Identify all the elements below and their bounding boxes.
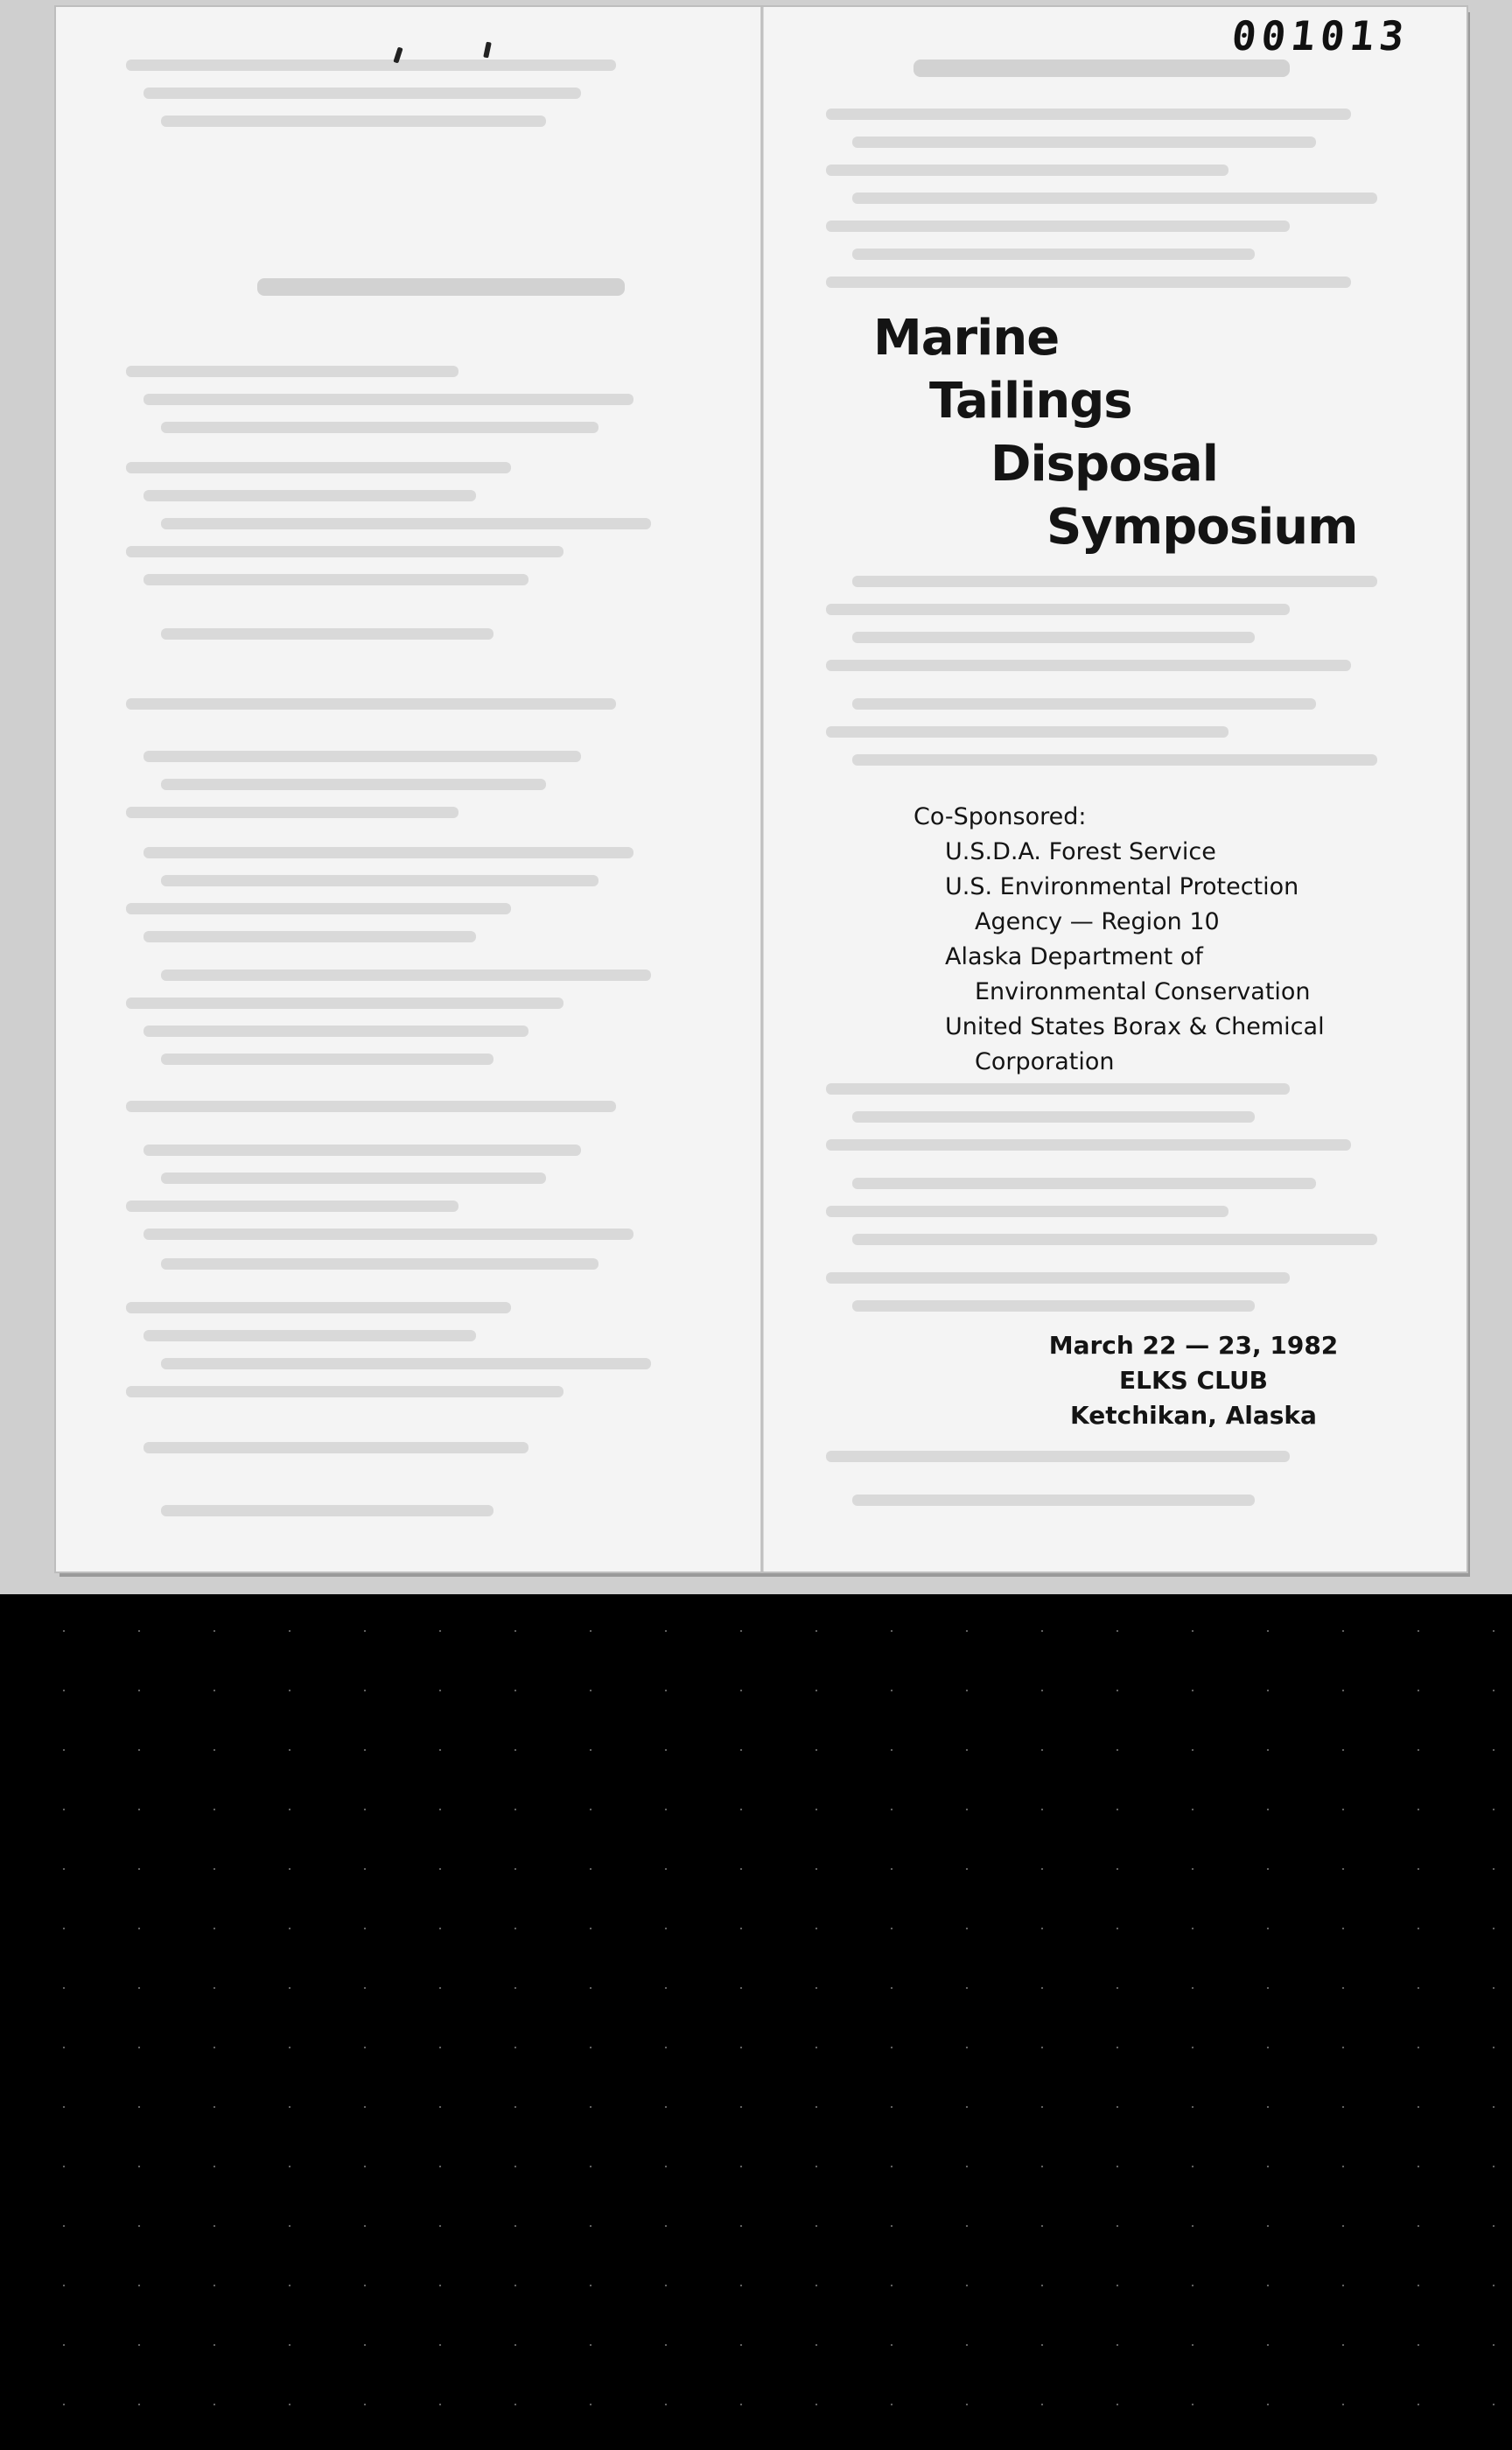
event-details <box>984 1328 1404 1433</box>
bleed-through-line <box>852 136 1316 148</box>
bleed-through-line <box>914 60 1290 77</box>
scanner-noise <box>0 1594 1512 2450</box>
bleed-through-line <box>144 1228 634 1240</box>
bleed-through-line <box>161 1172 546 1184</box>
bleed-through-line <box>161 518 651 529</box>
bleed-through-line <box>126 1386 564 1397</box>
title-line-3: Disposal <box>990 436 1218 493</box>
bleed-through-line <box>161 779 546 790</box>
event-dates: March 22 — 23, 1982 <box>1048 1331 1339 1360</box>
bleed-through-line <box>826 1139 1351 1151</box>
sponsor-line: Environmental Conservation <box>975 978 1311 1005</box>
bleed-through-line <box>852 1494 1255 1506</box>
bleed-through-line <box>144 1144 581 1156</box>
bleed-through-line <box>852 192 1377 204</box>
sponsor-line: Alaska Department of <box>945 943 1203 970</box>
bleed-through-line <box>852 1178 1316 1189</box>
bleed-through-line <box>144 1026 528 1037</box>
bleed-through-line <box>144 1442 528 1453</box>
bleed-through-line <box>826 604 1290 615</box>
bleed-through-line <box>126 60 616 71</box>
bleed-through-line <box>852 754 1377 766</box>
bleed-through-line <box>826 726 1228 738</box>
bleed-through-line <box>161 1358 651 1369</box>
bleed-through-line <box>852 1111 1255 1123</box>
bleed-through-line <box>144 490 476 501</box>
bleed-through-line <box>826 1206 1228 1217</box>
sponsor-line: Agency — Region 10 <box>975 908 1220 935</box>
bleed-through-line <box>161 1054 494 1065</box>
bleed-through-line <box>144 751 581 762</box>
bleed-through-line <box>826 220 1290 232</box>
bleed-through-line <box>144 1330 476 1341</box>
bleed-through-line <box>852 632 1255 643</box>
bleed-through-line <box>826 1451 1290 1462</box>
bleed-through-line <box>826 660 1351 671</box>
bleed-through-line <box>126 546 564 557</box>
bleed-through-line <box>144 394 634 405</box>
sponsor-heading: Co-Sponsored: <box>914 803 1087 830</box>
bleed-through-line <box>126 1302 511 1313</box>
event-location: Ketchikan, Alaska <box>1070 1401 1317 1430</box>
bleed-through-line <box>826 1272 1290 1284</box>
bleed-through-line <box>161 1258 598 1270</box>
pen-mark <box>393 47 402 64</box>
bleed-through-line <box>161 1505 494 1516</box>
bleed-through-line <box>144 931 476 942</box>
sponsor-line: United States Borax & Chemical <box>945 1013 1325 1040</box>
bleed-through-line <box>161 116 546 127</box>
bleed-through-line <box>126 462 511 473</box>
bleed-through-line <box>852 576 1377 587</box>
document-number-stamp: 001013 <box>1228 12 1411 60</box>
bleed-through-line <box>161 628 494 640</box>
bleed-through-line <box>144 847 634 858</box>
bleed-through-line <box>257 278 625 296</box>
pen-mark <box>483 42 492 59</box>
bleed-through-line <box>852 1300 1255 1312</box>
sponsor-line: U.S.D.A. Forest Service <box>945 838 1216 865</box>
event-venue: ELKS CLUB <box>1118 1366 1269 1395</box>
brochure-page <box>56 7 1466 1572</box>
bleed-through-line <box>852 1234 1377 1245</box>
title-line-4: Symposium <box>1046 499 1358 556</box>
bleed-through-line <box>826 108 1351 120</box>
bleed-through-line <box>126 366 458 377</box>
bleed-through-line <box>126 998 564 1009</box>
bleed-through-line <box>126 903 511 914</box>
bleed-through-line <box>126 698 616 710</box>
bleed-through-line <box>144 88 581 99</box>
bleed-through-line <box>852 698 1316 710</box>
bleed-through-line <box>826 276 1351 288</box>
title-line-1: Marine <box>873 310 1060 367</box>
bleed-through-line <box>826 1083 1290 1095</box>
title-line-2: Tailings <box>929 373 1132 430</box>
bleed-through-line <box>126 1200 458 1212</box>
bleed-through-line <box>126 807 458 818</box>
fold-line <box>760 7 764 1572</box>
bleed-through-line <box>161 875 598 886</box>
bleed-through-line <box>161 970 651 981</box>
bleed-through-line <box>826 164 1228 176</box>
sponsor-line: U.S. Environmental Protection <box>945 873 1299 900</box>
bleed-through-line <box>126 1101 616 1112</box>
bleed-through-line <box>161 422 598 433</box>
sponsor-line: Corporation <box>975 1048 1115 1075</box>
bleed-through-line <box>144 574 528 585</box>
bleed-through-line <box>852 248 1255 260</box>
sponsor-list <box>914 800 1325 1080</box>
